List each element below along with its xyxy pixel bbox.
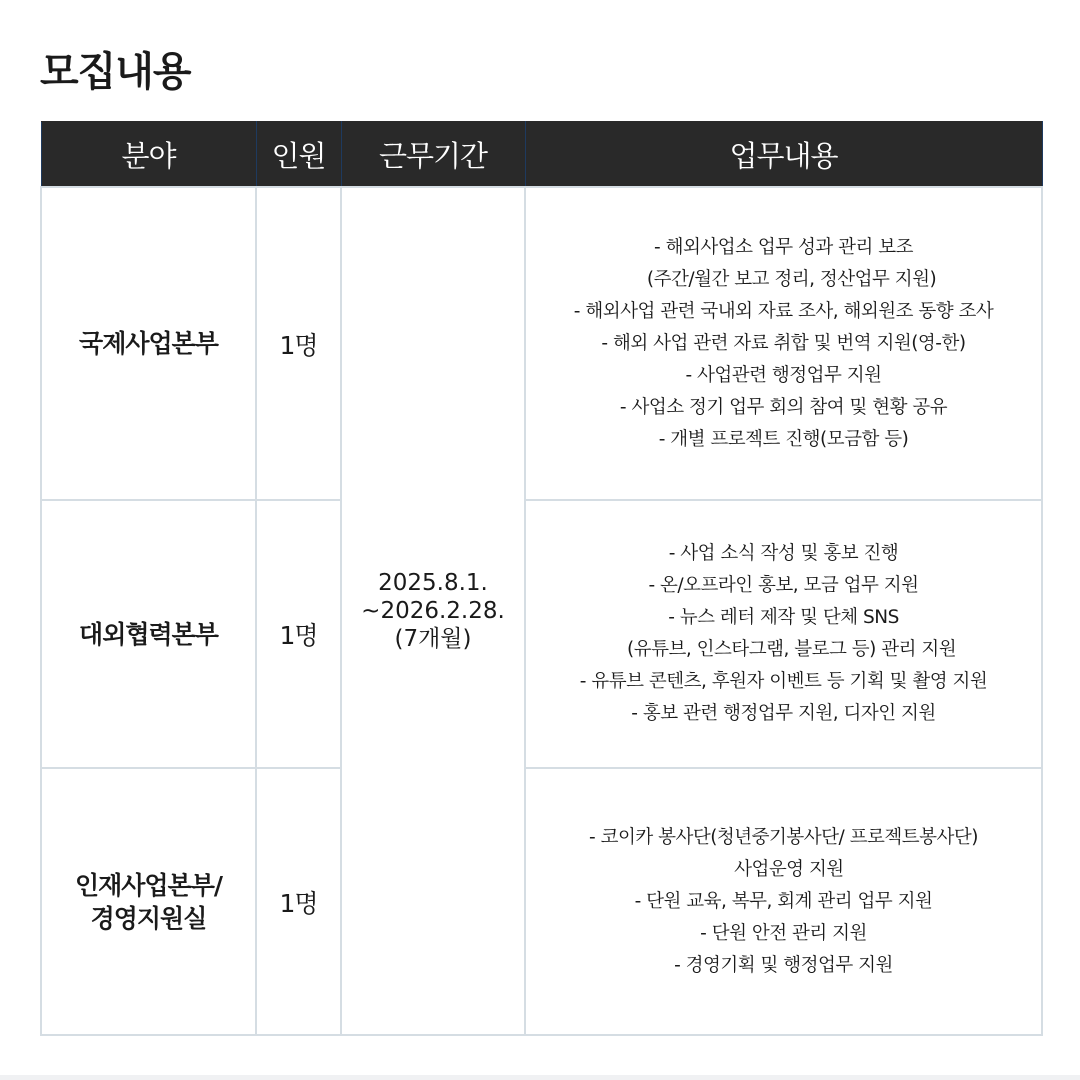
duties-cell <box>525 768 1042 1035</box>
duties-cell <box>525 500 1042 768</box>
dept-name: 인재사업본부/ <box>74 870 223 900</box>
list-item: - 사업 소식 작성 및 홍보 진행 <box>668 543 899 564</box>
list-item: 사업운영 지원 <box>723 858 844 880</box>
list-item: - 단원 안전 관리 지원 <box>700 922 867 944</box>
period-start: 2025.8.1. <box>378 570 488 596</box>
table-row <box>41 768 1042 1035</box>
dept-cell <box>41 500 256 768</box>
duties-cell <box>525 187 1042 500</box>
count-cell <box>256 500 341 768</box>
bottom-divider <box>0 1075 1080 1080</box>
header-period: 근무기간 <box>341 122 525 188</box>
list-item: - 해외사업소 업무 성과 관리 보조 <box>654 236 913 258</box>
duty-list <box>526 232 1041 456</box>
list-item: - 경영기획 및 행정업무 지원 <box>674 954 893 976</box>
list-item: - 사업관련 행정업무 지원 <box>685 364 882 386</box>
list-item: - 홍보 관련 행정업무 지원, 디자인 지원 <box>631 703 936 724</box>
dept-name: 국제사업본부 <box>79 329 218 358</box>
headcount: 1명 <box>279 621 318 650</box>
count-cell <box>256 768 341 1035</box>
duty-list <box>526 822 1041 982</box>
dept-name: 대외협력본부 <box>79 619 218 649</box>
table-header-row <box>41 122 1042 188</box>
page-title: 모집내용 <box>40 49 191 95</box>
duty-list <box>526 538 1041 730</box>
list-item: - 유튜브 콘텐츠, 후원자 이벤트 등 기획 및 촬영 지원 <box>579 671 988 692</box>
list-item: - 뉴스 레터 제작 및 단체 SNS <box>668 607 899 628</box>
list-item: - 개별 프로젝트 진행(모금함 등) <box>658 428 909 450</box>
list-item: - 코이카 봉사단(청년중기봉사단/ 프로젝트봉사단) <box>589 826 978 848</box>
headcount: 1명 <box>279 888 318 918</box>
headcount: 1명 <box>279 330 318 360</box>
list-item: - 단원 교육, 복무, 회계 관리 업무 지원 <box>634 890 933 912</box>
header-field: 분야 <box>41 122 256 188</box>
count-cell <box>256 187 341 500</box>
table-row <box>41 500 1042 768</box>
list-item: - 온/오프라인 홍보, 모금 업무 지원 <box>648 575 919 596</box>
list-item: (유튜브, 인스타그램, 블로그 등) 관리 지원 <box>610 639 957 660</box>
recruitment-table <box>40 121 1043 1036</box>
list-item: - 사업소 정기 업무 회의 참여 및 현황 공유 <box>619 396 948 418</box>
list-item: - 해외 사업 관련 자료 취합 및 번역 지원(영-한) <box>601 332 966 354</box>
dept-cell <box>41 768 256 1035</box>
table-row <box>41 187 1042 500</box>
period-end: ~2026.2.28. <box>361 598 505 624</box>
period-cell <box>341 187 525 1035</box>
period-duration: (7개월) <box>394 626 472 652</box>
header-headcount: 인원 <box>256 122 341 188</box>
list-item: (주간/월간 보고 정리, 정산업무 지원) <box>630 268 937 290</box>
dept-name: 경영지원실 <box>90 903 207 933</box>
header-duties: 업무내용 <box>525 122 1042 188</box>
list-item: - 해외사업 관련 국내외 자료 조사, 해외원조 동향 조사 <box>573 300 994 322</box>
dept-cell <box>41 187 256 500</box>
